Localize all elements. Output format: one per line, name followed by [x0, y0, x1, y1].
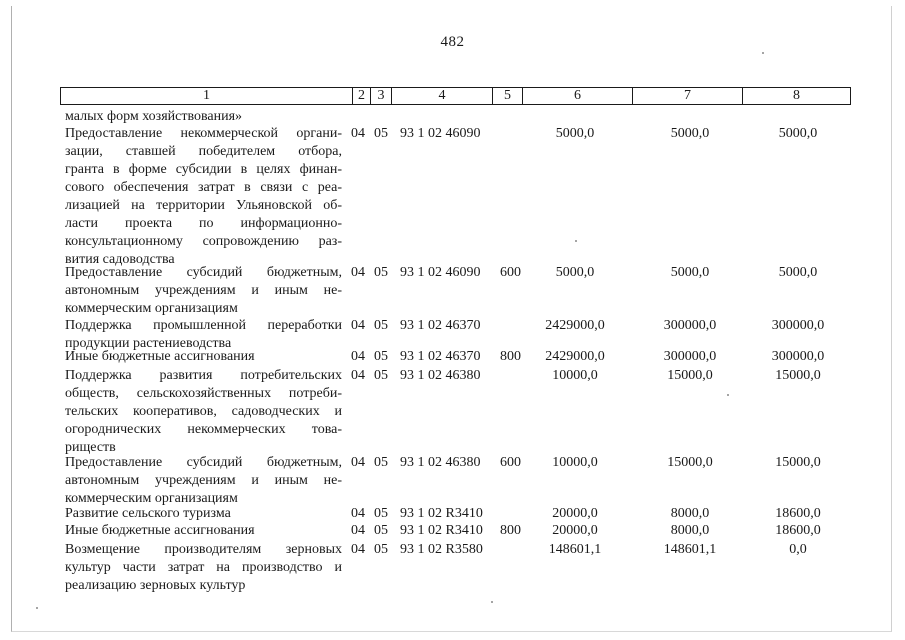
- row-name-line: реализацию зерновых культур: [65, 578, 246, 593]
- row-name-line: ласти проекта по информационно-: [65, 216, 342, 231]
- row-name-line: обществ, сельскохозяйственных потреби-: [65, 386, 342, 401]
- podrazdel-code: 05: [374, 368, 388, 383]
- amount-year-3: 300000,0: [771, 318, 825, 333]
- row-name-line: Иные бюджетные ассигнования: [65, 523, 255, 538]
- scan-speck: [762, 52, 764, 54]
- razdel-code: 04: [351, 506, 365, 521]
- header-col-2: 2: [352, 88, 370, 104]
- row-name-line: Предоставление некоммерческой органи-: [65, 126, 342, 141]
- row-name-line: Поддержка развития потребительских: [65, 368, 342, 383]
- razdel-code: 04: [351, 318, 365, 333]
- target-article-code: 93 1 02 46370: [400, 349, 481, 364]
- row-name-line: Поддержка промышленной переработки: [65, 318, 342, 333]
- podrazdel-code: 05: [374, 455, 388, 470]
- amount-year-2: 8000,0: [670, 523, 710, 538]
- amount-year-2: 15000,0: [667, 455, 713, 470]
- row-name: [65, 125, 342, 269]
- row-name-line: сового обеспечения затрат в связи с реа-: [65, 180, 342, 195]
- amount-year-1: 20000,0: [552, 506, 598, 521]
- header-col-7: 7: [632, 88, 742, 104]
- amount-year-2: 5000,0: [670, 126, 710, 141]
- row-name-line: риществ: [65, 440, 116, 455]
- row-name: [65, 348, 342, 366]
- row-name-line: коммерческим организациям: [65, 491, 238, 506]
- podrazdel-code: 05: [374, 349, 388, 364]
- row-name-line: Предоставление субсидий бюджетным,: [65, 265, 342, 280]
- scan-speck: [727, 394, 729, 396]
- target-article-code: 93 1 02 46090: [400, 265, 481, 280]
- row-name-line: лизацией на территории Ульяновской об-: [65, 198, 342, 213]
- amount-year-3: 15000,0: [775, 368, 821, 383]
- razdel-code: 04: [351, 349, 365, 364]
- razdel-code: 04: [351, 368, 365, 383]
- scan-speck: [36, 607, 38, 609]
- amount-year-2: 5000,0: [670, 265, 710, 280]
- header-col-5: 5: [492, 88, 522, 104]
- row-name-line: вития садоводства: [65, 252, 175, 267]
- row-name-line: малых форм хозяйствования»: [65, 109, 243, 124]
- amount-year-1: 2429000,0: [545, 318, 605, 333]
- scan-speck: [575, 240, 577, 242]
- amount-year-3: 18600,0: [775, 506, 821, 521]
- row-name: [65, 454, 342, 508]
- razdel-code: 04: [351, 523, 365, 538]
- row-name-line: автономным учреждениям и иным не-: [65, 473, 342, 488]
- row-name-line: Развитие сельского туризма: [65, 506, 231, 521]
- target-article-code: 93 1 02 46380: [400, 455, 481, 470]
- target-article-code: 93 1 02 46090: [400, 126, 481, 141]
- razdel-code: 04: [351, 265, 365, 280]
- amount-year-1: 10000,0: [552, 455, 598, 470]
- amount-year-1: 2429000,0: [545, 349, 605, 364]
- target-article-code: 93 1 02 R3410: [400, 506, 483, 521]
- row-name: [65, 541, 342, 595]
- amount-year-3: 0,0: [789, 542, 807, 557]
- scan-speck: [491, 601, 493, 603]
- amount-year-3: 18600,0: [775, 523, 821, 538]
- expense-type-code: 800: [500, 523, 521, 538]
- target-article-code: 93 1 02 46370: [400, 318, 481, 333]
- razdel-code: 04: [351, 455, 365, 470]
- razdel-code: 04: [351, 126, 365, 141]
- table-header: [60, 87, 851, 105]
- row-name: [65, 522, 342, 540]
- amount-year-3: 15000,0: [775, 455, 821, 470]
- header-col-8: 8: [742, 88, 850, 104]
- podrazdel-code: 05: [374, 542, 388, 557]
- row-name-line: автономным учреждениям и иным не-: [65, 283, 342, 298]
- podrazdel-code: 05: [374, 126, 388, 141]
- row-name: [65, 108, 342, 126]
- row-name-line: тельских кооперативов, садоводческих и: [65, 404, 342, 419]
- row-name-line: зации, ставшей победителем отбора,: [65, 144, 342, 159]
- header-col-3: 3: [370, 88, 391, 104]
- amount-year-3: 300000,0: [771, 349, 825, 364]
- row-name-line: Возмещение производителям зерновых: [65, 542, 342, 557]
- row-name-line: продукции растениеводства: [65, 336, 232, 351]
- row-name-line: огороднических некоммерческих това-: [65, 422, 342, 437]
- amount-year-3: 5000,0: [778, 265, 818, 280]
- row-name-line: консультационному сопровождению раз-: [65, 234, 342, 249]
- expense-type-code: 800: [500, 349, 521, 364]
- podrazdel-code: 05: [374, 318, 388, 333]
- row-name-line: гранта в форме субсидии в целях финан-: [65, 162, 342, 177]
- target-article-code: 93 1 02 46380: [400, 368, 481, 383]
- target-article-code: 93 1 02 R3580: [400, 542, 483, 557]
- expense-type-code: 600: [500, 265, 521, 280]
- amount-year-1: 5000,0: [555, 265, 595, 280]
- podrazdel-code: 05: [374, 523, 388, 538]
- page-number: 482: [440, 34, 465, 50]
- row-name: [65, 505, 342, 523]
- header-col-6: 6: [522, 88, 632, 104]
- amount-year-2: 300000,0: [663, 318, 717, 333]
- row-name: [65, 264, 342, 318]
- amount-year-1: 148601,1: [548, 542, 602, 557]
- header-col-1: 1: [203, 88, 210, 103]
- amount-year-1: 10000,0: [552, 368, 598, 383]
- amount-year-2: 8000,0: [670, 506, 710, 521]
- target-article-code: 93 1 02 R3410: [400, 523, 483, 538]
- amount-year-2: 15000,0: [667, 368, 713, 383]
- row-name-line: Иные бюджетные ассигнования: [65, 349, 255, 364]
- expense-type-code: 600: [500, 455, 521, 470]
- amount-year-1: 20000,0: [552, 523, 598, 538]
- row-name-line: Предоставление субсидий бюджетным,: [65, 455, 342, 470]
- amount-year-2: 148601,1: [663, 542, 717, 557]
- podrazdel-code: 05: [374, 265, 388, 280]
- podrazdel-code: 05: [374, 506, 388, 521]
- row-name: [65, 367, 342, 457]
- row-name-line: культур части затрат на производство и: [65, 560, 342, 575]
- header-col-4: 4: [391, 88, 492, 104]
- amount-year-3: 5000,0: [778, 126, 818, 141]
- razdel-code: 04: [351, 542, 365, 557]
- row-name-line: коммерческим организациям: [65, 301, 238, 316]
- amount-year-2: 300000,0: [663, 349, 717, 364]
- amount-year-1: 5000,0: [555, 126, 595, 141]
